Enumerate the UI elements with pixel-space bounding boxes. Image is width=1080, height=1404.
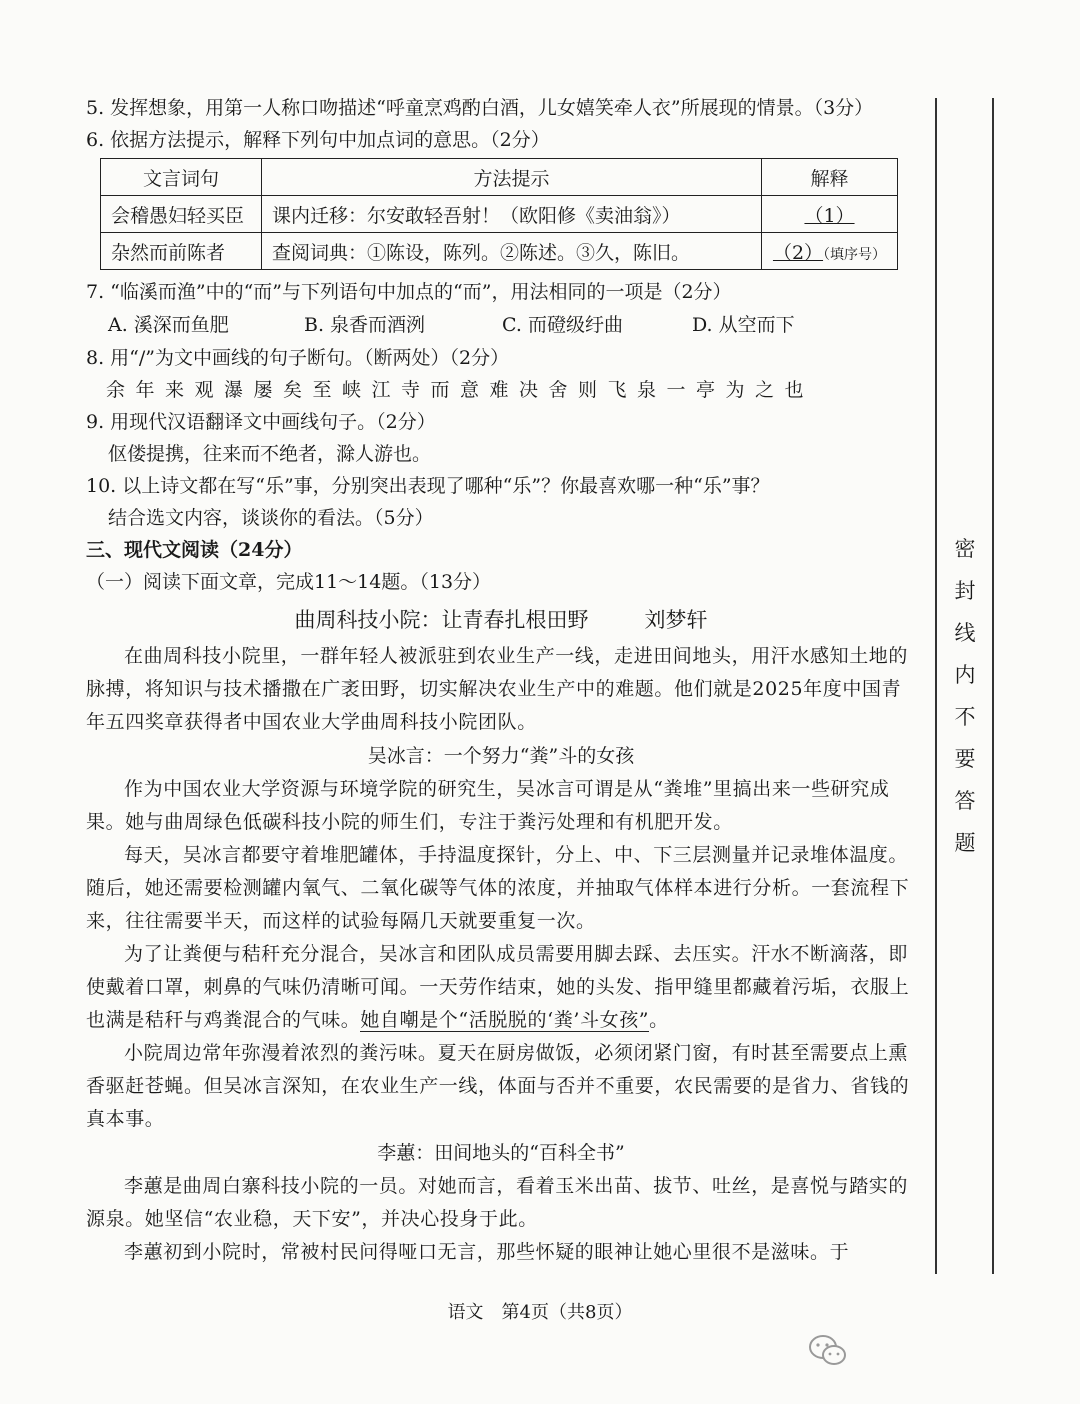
subheading-2: 李蕙：田间地头的“百科全书” — [377, 1142, 625, 1164]
question-8: 8. 用“/”为文中画线的句子断句。（断两处）（2分） — [86, 347, 510, 369]
answer-cell — [762, 196, 898, 233]
subheading-1: 吴冰言：一个努力“粪”斗的女孩 — [367, 745, 635, 767]
article-title-line — [86, 600, 916, 640]
page-content — [86, 92, 916, 1269]
question-10-line2: 结合选文内容，谈谈你的看法。（5分） — [108, 507, 434, 529]
answer-note: （填序号） — [823, 246, 887, 263]
wechat-icon — [808, 1334, 848, 1368]
question-7-options — [86, 308, 916, 342]
question-5: 5. 发挥想象，用第一人称口吻描述“呼童烹鸡酌白酒，儿女嬉笑牵人衣”所展现的情景。（3分） — [86, 97, 874, 119]
answer-blank-2: （2） — [772, 241, 824, 264]
paragraph-4-text: 为了让粪便与秸秆充分混合，吴冰言和团队成员需要用脚去踩、去压实。汗水不断滴落，即使戴着口罩，刺鼻的气味仍清晰可闻。一天劳作结束，她的头发、指甲缝里都藏着污垢，衣服上也满是秸秆与鸡粪混合的气味。 — [86, 943, 910, 1031]
seal-char: 要 — [954, 747, 976, 771]
table-row — [101, 196, 898, 233]
article-title: 曲周科技小院：让青春扎根田野 — [294, 608, 589, 632]
question-9: 9. 用现代汉语翻译文中画线句子。（2分） — [86, 411, 436, 433]
option-b: B. 泉香而酒洌 — [304, 314, 426, 336]
table-cell: 课内迁移：尔安敢轻吾射！（欧阳修《卖油翁》） — [262, 196, 762, 233]
answer-blank-1: （1） — [804, 204, 855, 227]
option-d: D. 从空而下 — [692, 314, 795, 336]
table-row — [101, 233, 898, 270]
seal-border-right — [992, 98, 994, 1274]
question-8-text: 余年来观瀑屡矣至峡江寺而意难决舍则飞泉一亭为之也 — [106, 379, 815, 401]
seal-border-left — [935, 98, 937, 1274]
seal-char: 不 — [954, 705, 976, 729]
seal-char: 内 — [954, 663, 976, 687]
option-a: A. 溪深而鱼肥 — [108, 314, 229, 336]
seal-char: 线 — [954, 621, 976, 645]
seal-char: 密 — [954, 537, 976, 561]
paragraph-5: 小院周边常年弥漫着浓烈的粪污味。夏天在厨房做饭，必须闭紧门窗，有时甚至需要点上熏香驱赶苍蝇。但吴冰言深知，在农业生产一线，体面与否并不重要，农民需要的是省力、省钱的真本事。 — [86, 1042, 910, 1130]
paragraph-4 — [86, 938, 916, 1037]
paragraph-7: 李蕙初到小院时，常被村民问得哑口无言，那些怀疑的眼神让她心里很不是滋味。于 — [124, 1241, 850, 1263]
article-author: 刘梦轩 — [644, 608, 708, 632]
question-6: 6. 依据方法提示，解释下列句中加点词的意思。（2分） — [86, 129, 550, 151]
underlined-sentence: 她自嘲是个“活脱脱的‘粪’斗女孩” — [360, 1009, 650, 1031]
paragraph-1: 在曲周科技小院里，一群年轻人被派驻到农业生产一线，走进田间地头，用汗水感知土地的脉搏，将知识与技术播撒在广袤田野，切实解决农业生产中的难题。他们就是2025年度中国青年五四奖章获得者中国农业大学曲周科技小院团队。 — [86, 645, 909, 733]
question-7: 7. “临溪而渔”中的“而”与下列语句中加点的“而”，用法相同的一项是（2分） — [86, 281, 732, 303]
table-header: 方法提示 — [262, 159, 762, 196]
paragraph-4-end: 。 — [649, 1009, 669, 1031]
option-c: C. 而磴级纡曲 — [502, 314, 623, 336]
question-9-text: 伛偻提携，往来而不绝者，滁人游也。 — [108, 443, 432, 465]
page-footer: 语文 第4页（共8页） — [447, 1302, 633, 1323]
table-cell: 查阅词典：①陈设，陈列。②陈述。③久，陈旧。 — [262, 233, 762, 270]
seal-char: 答 — [954, 789, 976, 813]
paragraph-6: 李蕙是曲周白寨科技小院的一员。对她而言，看着玉米出苗、拔节、吐丝，是喜悦与踏实的源泉。她坚信“农业稳，天下安”，并决心投身于此。 — [86, 1175, 909, 1230]
table-header: 文言词句 — [101, 159, 262, 196]
question-6-table — [100, 158, 898, 270]
table-cell: 会稽愚妇轻买臣 — [101, 196, 262, 233]
seal-line-text — [945, 528, 985, 864]
table-header-row — [101, 159, 898, 196]
table-cell: 杂然而前陈者 — [101, 233, 262, 270]
paragraph-3: 每天，吴冰言都要守着堆肥罐体，手持温度探针，分上、中、下三层测量并记录堆体温度。随后，她还需要检测罐内氧气、二氧化碳等气体的浓度，并抽取气体样本进行分析。一套流程下来，往往需要半天，而这样的试验每隔几天就要重复一次。 — [86, 844, 910, 932]
section-3-heading: 三、现代文阅读（24分） — [86, 539, 303, 561]
table-header: 解释 — [762, 159, 898, 196]
seal-char: 题 — [954, 831, 976, 855]
answer-cell — [762, 233, 898, 270]
seal-char: 封 — [954, 579, 976, 603]
section-3-part1: （一）阅读下面文章，完成11～14题。（13分） — [86, 571, 492, 593]
question-10-line1: 10. 以上诗文都在写“乐”事，分别突出表现了哪种“乐”？你最喜欢哪一种“乐”事？ — [86, 475, 770, 497]
paragraph-2: 作为中国农业大学资源与环境学院的研究生，吴冰言可谓是从“粪堆”里搞出来一些研究成果。她与曲周绿色低碳科技小院的师生们，专注于粪污处理和有机肥开发。 — [86, 778, 890, 833]
